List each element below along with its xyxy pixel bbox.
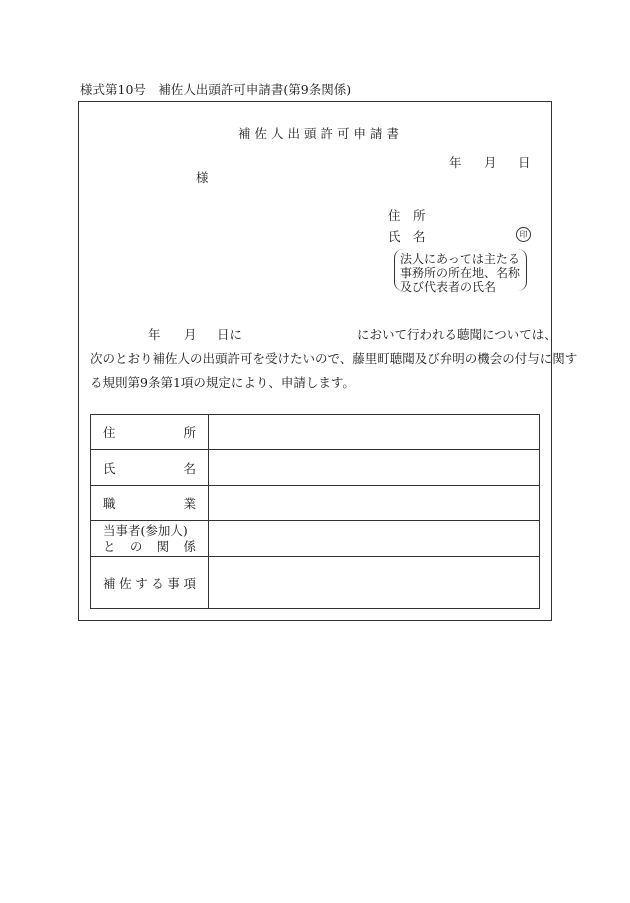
form-number-label: 様式第10号 補佐人出頭許可申請書(第9条関係) [80,82,352,97]
document-title: 補佐人出頭許可申請書 [238,126,404,141]
relationship-label-line1: 当事者(参加人) [103,522,188,538]
label-char: る [151,575,164,591]
hearing-place-tail: において行われる聴聞については、 [357,327,557,342]
label-char: 所 [183,425,196,440]
label-char: す [135,575,148,591]
label-char: 住 [103,425,116,440]
label-char: 名 [183,460,196,476]
relationship-label-line2 [103,539,196,555]
applicant-name-label: 氏 名 [388,229,426,244]
name-label-cell [91,450,209,486]
address-field[interactable] [209,415,540,450]
label-char: 佐 [119,575,132,591]
hearing-day-label: 日に [217,327,243,342]
table-row [91,557,540,609]
corporate-note-line: 及び代表者の氏名 [400,280,497,294]
addressee-suffix: 様 [196,170,209,185]
body-text-line: る規則第9条第1項の規定により、申請します。 [90,375,355,390]
name-label [103,459,196,477]
address-label [103,423,196,441]
relationship-field[interactable] [209,521,540,557]
applicant-address-label: 住 所 [388,208,426,223]
name-field[interactable] [209,450,540,486]
label-char: と [103,538,116,554]
relationship-label-cell [91,521,209,557]
table-row [91,450,540,486]
date-day-label: 日 [518,155,531,170]
occupation-label [103,494,196,512]
label-char: 補 [103,575,116,591]
label-char: 業 [183,496,196,511]
label-char: の [129,538,143,554]
label-char: 氏 [103,460,116,476]
label-char: 職 [103,496,116,511]
corporate-note-line: 事務所の所在地、名称 [400,266,521,280]
hearing-year-label: 年 [148,327,161,342]
table-row [91,415,540,450]
occupation-label-cell [91,486,209,521]
hearing-month-label: 月 [184,327,197,342]
table-row [91,486,540,521]
date-month-label: 月 [484,155,497,170]
label-char: 関 [156,538,170,554]
body-text-line: 次のとおり補佐人の出頭許可を受けたいので、藤里町聴聞及び弁明の機会の付与に関す [90,351,578,366]
assist-matter-label-cell [91,557,209,609]
seal-mark-icon: 印 [516,227,531,242]
applicant-info-table [90,414,540,609]
corporate-note-line: 法人にあっては主たる [400,252,520,266]
table-row [91,521,540,557]
occupation-field[interactable] [209,486,540,521]
assist-matter-label [103,574,196,592]
label-char: 事 [167,575,180,591]
label-char: 係 [183,538,196,554]
assist-matter-field[interactable] [209,557,540,609]
label-char: 項 [183,575,196,591]
date-year-label: 年 [449,155,462,170]
address-label-cell [91,415,209,450]
